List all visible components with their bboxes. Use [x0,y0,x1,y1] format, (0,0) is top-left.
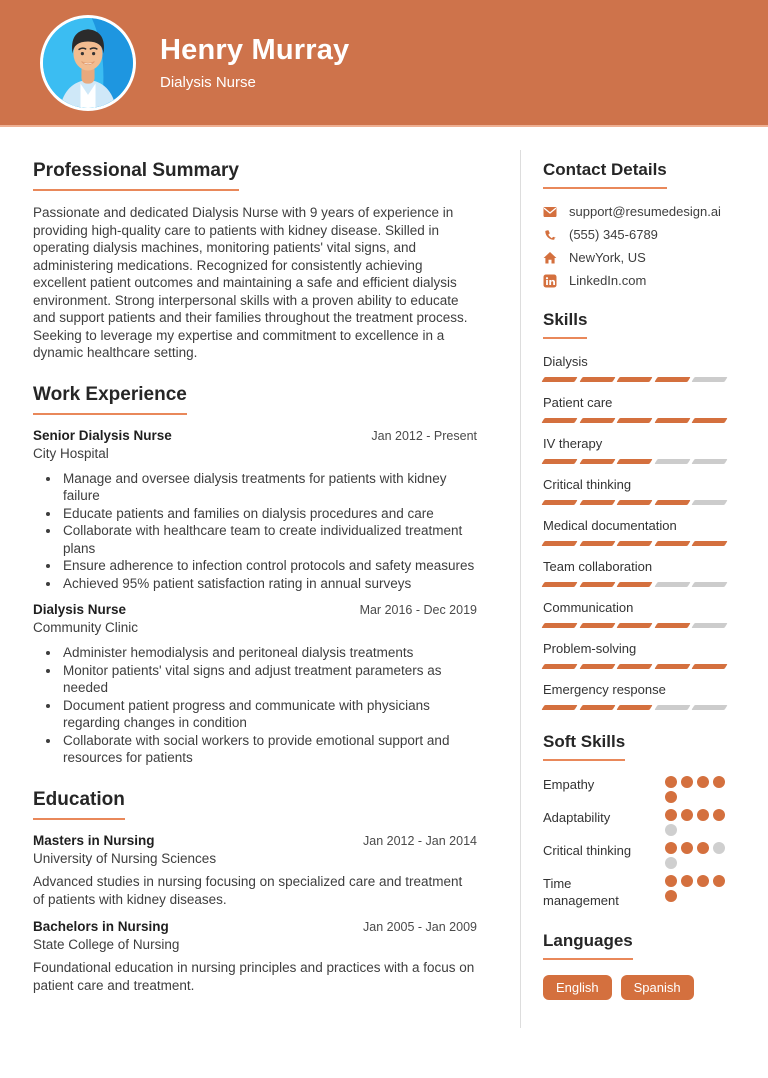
skill-name: IV therapy [543,436,603,451]
header [0,0,768,127]
skill-item [543,354,727,382]
soft-skill-dot [697,842,709,854]
skill-bar-segment [616,500,652,505]
education-degree: Bachelors in Nursing [33,918,169,934]
skill-bar-segment [616,623,652,628]
work-bullet: • Administer hemodialysis and peritoneal dialysis treatments [61,644,477,662]
work-bullet: • Ensure adherence to infection control protocols and safety measures [61,557,477,575]
skill-bar-segment [616,582,652,587]
soft-skill-dots [665,776,727,803]
skill-bar-segment [541,541,577,546]
soft-skill-item [543,776,727,803]
skill-bar-segment [691,500,727,505]
soft-skill-dot [665,791,677,803]
skill-bar [543,418,727,423]
soft-skill-dots [665,809,727,836]
section-soft-skills [543,732,727,909]
soft-skill-dot [697,776,709,788]
education-school: State College of Nursing [33,936,180,952]
skill-name: Patient care [543,395,613,410]
language-badge: English [543,975,612,1000]
soft-skill-dot [665,890,677,902]
skill-bar-segment [541,500,577,505]
soft-skills-heading: Soft Skills [543,732,625,761]
skill-bar-segment [579,377,615,382]
skill-bar-segment [691,541,727,546]
soft-skill-dot [681,875,693,887]
skill-bar-segment [616,418,652,423]
skill-bar-segment [691,582,727,587]
skill-bar-segment [654,541,690,546]
soft-skill-name: Time management [543,876,619,908]
work-bullet: • Manage and oversee dialysis treatments for patients with kidney failure [61,470,477,505]
skill-name: Emergency response [543,682,666,697]
skill-name: Team collaboration [543,559,653,574]
skill-bar-segment [579,705,615,710]
soft-skill-dots [665,842,727,869]
skill-bar-segment [541,377,577,382]
soft-skill-dot [713,875,725,887]
skill-bar-segment [579,582,615,587]
work-dates: Jan 2012 - Present [371,428,477,443]
skill-bar-segment [541,582,577,587]
skill-bar [543,500,727,505]
soft-skill-dot [681,842,693,854]
skill-item [543,436,727,464]
work-bullet: • Achieved 95% patient satisfaction rating in annual surveys [61,575,477,593]
skill-bar-segment [654,705,690,710]
soft-skill-dot [713,776,725,788]
skill-bar [543,623,727,628]
soft-skill-dots [665,875,727,902]
work-heading: Work Experience [33,384,187,415]
education-entry [33,919,477,995]
soft-skill-dot [665,776,677,788]
skill-item [543,682,727,710]
work-title: Senior Dialysis Nurse [33,427,172,443]
soft-skill-dot [665,875,677,887]
skill-bar-segment [691,705,727,710]
contact-linkedin[interactable] [543,273,727,288]
section-languages [543,931,727,1000]
work-entry-head [33,428,477,443]
skill-bar-segment [579,459,615,464]
education-dates: Jan 2012 - Jan 2014 [363,833,477,848]
skill-bar-segment [616,705,652,710]
education-entry-head [33,919,477,934]
skill-item [543,477,727,505]
contact-location [543,250,727,265]
skill-bar-segment [654,623,690,628]
skill-bar-segment [691,418,727,423]
skill-bar-segment [541,459,577,464]
skill-name: Critical thinking [543,477,632,492]
section-work-experience [33,384,477,767]
skill-item [543,559,727,587]
soft-skill-dot [665,842,677,854]
skill-item [543,395,727,423]
skill-bar-segment [541,664,577,669]
phone-icon [543,228,557,242]
skill-bar-segment [579,541,615,546]
skill-bar-segment [579,418,615,423]
skill-item [543,600,727,628]
work-company: Community Clinic [33,620,139,635]
education-description: Advanced studies in nursing focusing on specialized care and treatment of patients with kidney diseases. [33,873,463,907]
skill-bar-segment [541,705,577,710]
home-icon [543,251,557,265]
soft-skill-dot [713,809,725,821]
work-bullet: • Document patient progress and communicate with physicians regarding changes in condition [61,697,477,732]
soft-skill-dot [665,857,677,869]
skill-item [543,518,727,546]
soft-skill-name: Empathy [543,777,595,792]
contact-email-value: support@resumedesign.ai [569,204,721,219]
skill-name: Medical documentation [543,518,677,533]
work-bullet: • Educate patients and families on dialysis procedures and care [61,505,477,523]
skill-bar-segment [691,459,727,464]
skill-bar-segment [691,664,727,669]
section-professional-summary [33,160,477,362]
skill-bar [543,459,727,464]
contact-heading: Contact Details [543,160,667,189]
soft-skill-dot [681,776,693,788]
work-entry-head [33,602,477,617]
person-name: Henry Murray [160,34,350,66]
soft-skill-item [543,842,727,869]
column-divider [520,150,521,1028]
skill-bar-segment [654,459,690,464]
language-badge: Spanish [621,975,694,1000]
skill-bar [543,705,727,710]
avatar [40,15,136,111]
soft-skill-item [543,809,727,836]
profile-photo-illustration [43,18,133,108]
education-degree: Masters in Nursing [33,832,155,848]
skill-item [543,641,727,669]
education-entry-head [33,833,477,848]
summary-text: Passionate and dedicated Dialysis Nurse with 9 years of experience in providing high-quality care to patients with kidney disease. Skilled in operating dialysis machines, monitoring patients' vital signs, and administering medications. Recognized for consistently achieving excellent patient outcomes and maintaining a safe and efficient dialysis environment. Strong interpersonal skills with a proven ability to educate and support patients and their families throughout the treatment process. Seeking to leverage my expertise and commitment to excellence in a dynamic healthcare setting. [33,205,468,360]
soft-skill-dot [713,842,725,854]
soft-skill-dot [697,809,709,821]
left-column [0,127,520,1076]
education-description: Foundational education in nursing principles and practices with a focus on patient care and treatment. [33,959,475,993]
header-text [160,34,349,91]
work-bullet-list [33,644,477,767]
skill-bar-segment [616,541,652,546]
skill-bar-segment [654,418,690,423]
skill-bar-segment [691,377,727,382]
contact-location-value: NewYork, US [569,250,646,265]
education-entry [33,833,477,909]
work-dates: Mar 2016 - Dec 2019 [359,603,477,617]
skill-bar-segment [579,623,615,628]
skill-bar [543,541,727,546]
skill-bar [543,377,727,382]
work-bullet: • Collaborate with healthcare team to create individualized treatment plans [61,522,477,557]
language-list [543,975,727,1000]
soft-skill-name: Adaptability [543,810,611,825]
education-dates: Jan 2005 - Jan 2009 [363,919,477,934]
skill-bar-segment [616,664,652,669]
soft-skill-dot [665,809,677,821]
skill-name: Communication [543,600,634,615]
skill-bar-segment [654,377,690,382]
contact-linkedin-value: LinkedIn.com [569,273,647,288]
contact-email[interactable] [543,204,727,219]
skill-bar-segment [541,623,577,628]
skill-bar-segment [691,623,727,628]
section-skills [543,310,727,710]
skill-bar-segment [616,459,652,464]
contact-phone[interactable] [543,227,727,242]
education-heading: Education [33,789,125,820]
skill-name: Problem-solving [543,641,637,656]
work-bullet: • Monitor patients' vital signs and adjust treatment parameters as needed [61,662,477,697]
skill-bar-segment [579,500,615,505]
contact-phone-value: (555) 345-6789 [569,227,658,242]
linkedin-icon [543,274,557,288]
skill-bar-segment [654,664,690,669]
skill-bar-segment [654,500,690,505]
work-bullet: • Collaborate with social workers to provide emotional support and resources for patients [61,732,477,767]
work-entry [33,602,477,767]
resume-body [0,127,768,1076]
section-education [33,789,477,995]
education-school: University of Nursing Sciences [33,850,217,866]
soft-skill-item [543,875,727,909]
skill-name: Dialysis [543,354,588,369]
soft-skill-dot [697,875,709,887]
skill-bar-segment [579,664,615,669]
summary-heading: Professional Summary [33,160,239,191]
skill-bar-segment [616,377,652,382]
skill-bar-segment [654,582,690,587]
soft-skill-dot [681,809,693,821]
soft-skill-dot [665,824,677,836]
skill-bar-segment [541,418,577,423]
work-entry [33,428,477,593]
skill-bar [543,664,727,669]
skills-heading: Skills [543,310,587,339]
work-title: Dialysis Nurse [33,602,127,617]
languages-heading: Languages [543,931,633,960]
right-column [520,127,768,1076]
skill-bar [543,582,727,587]
section-contact-details [543,160,727,288]
soft-skill-name: Critical thinking [543,843,632,858]
work-company: City Hospital [33,445,109,461]
mail-icon [543,205,557,219]
work-bullet-list [33,470,477,593]
job-title: Dialysis Nurse [160,74,256,91]
